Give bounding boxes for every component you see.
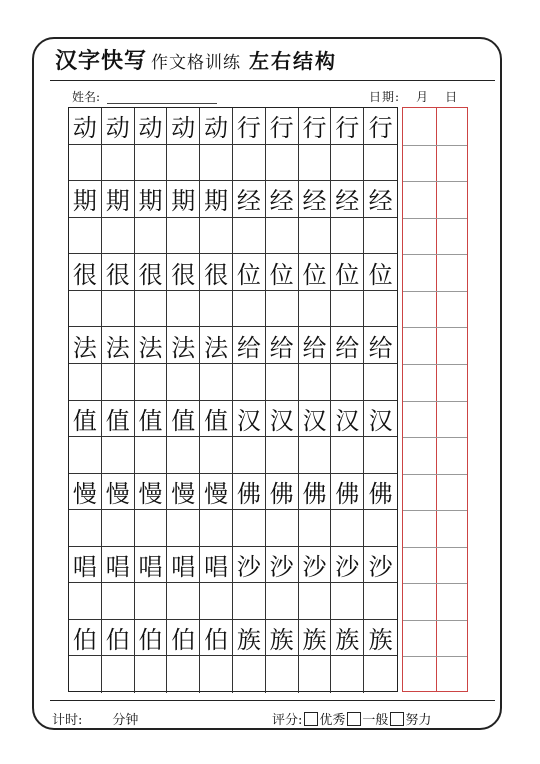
character-cell: 慢 [200,474,233,511]
blank-practice-row [69,437,397,474]
empty-cell[interactable] [233,145,266,182]
character-cell: 期 [200,181,233,218]
empty-cell[interactable] [69,656,102,693]
character-cell: 值 [200,401,233,438]
empty-cell[interactable] [200,656,233,693]
blank-practice-row [69,583,397,620]
character-cell: 给 [266,327,299,364]
character-cell: 动 [102,108,135,145]
character-cell: 值 [102,401,135,438]
empty-cell[interactable] [69,218,102,255]
character-cell: 族 [233,620,266,657]
empty-cell[interactable] [364,218,397,255]
empty-cell[interactable] [135,145,168,182]
character-cell: 期 [135,181,168,218]
empty-cell[interactable] [69,291,102,328]
character-cell: 很 [69,254,102,291]
character-cell: 伯 [102,620,135,657]
empty-cell[interactable] [135,291,168,328]
character-cell: 佛 [331,474,364,511]
empty-cell[interactable] [233,510,266,547]
rating-label: 评分: [272,713,303,728]
character-cell: 行 [364,108,397,145]
empty-cell[interactable] [135,583,168,620]
character-cell: 法 [167,327,200,364]
blank-practice-row [69,510,397,547]
blank-practice-row [69,291,397,328]
timer-label: 计时: [52,713,83,728]
character-cell: 给 [364,327,397,364]
character-cell: 唱 [167,547,200,584]
date-label: 日期: [369,90,401,104]
character-cell: 汉 [299,401,332,438]
character-cell: 沙 [266,547,299,584]
empty-cell[interactable] [233,291,266,328]
rating [272,709,431,728]
practice-row [69,547,397,584]
empty-cell[interactable] [200,583,233,620]
review-grid-line [403,401,467,402]
character-cell: 经 [331,181,364,218]
character-cell: 行 [299,108,332,145]
character-cell: 伯 [69,620,102,657]
timer [52,709,138,728]
practice-row [69,474,397,511]
empty-cell[interactable] [69,583,102,620]
review-grid-line [403,364,467,365]
empty-cell[interactable] [102,145,135,182]
empty-cell[interactable] [135,218,168,255]
empty-cell[interactable] [364,510,397,547]
rating-checkbox-effort[interactable] [390,712,404,726]
rating-checkbox-excellent[interactable] [304,712,318,726]
review-grid-line [403,437,467,438]
character-cell: 汉 [233,401,266,438]
character-cell: 经 [299,181,332,218]
character-cell: 很 [200,254,233,291]
character-cell: 唱 [135,547,168,584]
empty-cell[interactable] [135,510,168,547]
character-cell: 佛 [299,474,332,511]
empty-cell[interactable] [299,656,332,693]
empty-cell[interactable] [102,510,135,547]
rating-option-effort: 努力 [405,713,432,728]
character-cell: 沙 [233,547,266,584]
empty-cell[interactable] [167,364,200,401]
empty-cell[interactable] [135,656,168,693]
empty-cell[interactable] [299,583,332,620]
character-cell: 唱 [69,547,102,584]
character-cell: 位 [299,254,332,291]
month-label: 月 [416,90,430,104]
empty-cell[interactable] [200,145,233,182]
character-cell: 伯 [200,620,233,657]
empty-cell[interactable] [266,510,299,547]
empty-cell[interactable] [233,364,266,401]
empty-cell[interactable] [200,364,233,401]
empty-cell[interactable] [233,218,266,255]
blank-practice-row [69,656,397,693]
empty-cell[interactable] [233,656,266,693]
character-cell: 族 [299,620,332,657]
character-cell: 慢 [135,474,168,511]
empty-cell[interactable] [331,145,364,182]
character-cell: 佛 [233,474,266,511]
empty-cell[interactable] [233,437,266,474]
character-cell: 唱 [200,547,233,584]
character-cell: 给 [331,327,364,364]
character-cell: 唱 [102,547,135,584]
empty-cell[interactable] [233,583,266,620]
name-label: 姓名: [72,90,101,104]
empty-cell[interactable] [299,291,332,328]
character-cell: 期 [167,181,200,218]
review-grid-line [403,327,467,328]
empty-cell[interactable] [266,218,299,255]
empty-cell[interactable] [299,218,332,255]
review-grid-divider [436,108,437,691]
empty-cell[interactable] [200,291,233,328]
empty-cell[interactable] [167,656,200,693]
character-cell: 沙 [364,547,397,584]
character-cell: 给 [299,327,332,364]
character-cell: 行 [233,108,266,145]
character-cell: 族 [331,620,364,657]
character-cell: 位 [364,254,397,291]
blank-practice-row [69,145,397,182]
empty-cell[interactable] [331,364,364,401]
practice-row [69,401,397,438]
character-cell: 值 [69,401,102,438]
review-grid-line [403,474,467,475]
character-cell: 慢 [102,474,135,511]
review-grid-line [403,620,467,621]
empty-cell[interactable] [266,145,299,182]
character-cell: 值 [167,401,200,438]
empty-cell[interactable] [69,510,102,547]
empty-cell[interactable] [331,656,364,693]
review-grid-line [403,510,467,511]
character-cell: 位 [266,254,299,291]
empty-cell[interactable] [299,437,332,474]
character-cell: 给 [233,327,266,364]
practice-row [69,108,397,145]
empty-cell[interactable] [200,510,233,547]
empty-cell[interactable] [331,218,364,255]
practice-row [69,327,397,364]
empty-cell[interactable] [200,218,233,255]
character-cell: 动 [200,108,233,145]
rating-option-excellent: 优秀 [319,713,346,728]
empty-cell[interactable] [364,291,397,328]
empty-cell[interactable] [364,145,397,182]
character-cell: 法 [69,327,102,364]
character-cell: 伯 [167,620,200,657]
character-cell: 很 [102,254,135,291]
character-cell: 法 [200,327,233,364]
character-cell: 族 [364,620,397,657]
review-grid-line [403,145,467,146]
empty-cell[interactable] [167,437,200,474]
empty-cell[interactable] [364,656,397,693]
character-cell: 经 [266,181,299,218]
character-cell: 经 [364,181,397,218]
review-grid-line [403,254,467,255]
empty-cell[interactable] [69,145,102,182]
empty-cell[interactable] [167,291,200,328]
character-cell: 汉 [364,401,397,438]
character-cell: 佛 [266,474,299,511]
character-cell: 法 [135,327,168,364]
empty-cell[interactable] [167,583,200,620]
character-cell: 位 [233,254,266,291]
date-field [369,88,458,105]
page-title [55,44,337,80]
character-cell: 伯 [135,620,168,657]
empty-cell[interactable] [69,364,102,401]
empty-cell[interactable] [135,437,168,474]
name-field[interactable] [107,103,217,104]
empty-cell[interactable] [102,291,135,328]
character-cell: 动 [135,108,168,145]
empty-cell[interactable] [102,364,135,401]
character-cell: 期 [69,181,102,218]
character-cell: 值 [135,401,168,438]
character-cell: 法 [102,327,135,364]
empty-cell[interactable] [200,437,233,474]
character-cell: 沙 [331,547,364,584]
empty-cell[interactable] [299,364,332,401]
empty-cell[interactable] [364,583,397,620]
empty-cell[interactable] [331,437,364,474]
empty-cell[interactable] [266,364,299,401]
empty-cell[interactable] [364,364,397,401]
character-cell: 慢 [69,474,102,511]
empty-cell[interactable] [364,437,397,474]
review-grid-line [403,218,467,219]
character-cell: 汉 [266,401,299,438]
review-grid-line [403,583,467,584]
review-grid-line [403,291,467,292]
practice-row [69,620,397,657]
empty-cell[interactable] [266,583,299,620]
timer-unit: 分钟 [112,713,139,728]
character-cell: 沙 [299,547,332,584]
review-grid-line [403,181,467,182]
character-cell: 期 [102,181,135,218]
empty-cell[interactable] [69,437,102,474]
character-cell: 动 [167,108,200,145]
empty-cell[interactable] [331,291,364,328]
empty-cell[interactable] [102,218,135,255]
empty-cell[interactable] [331,510,364,547]
empty-cell[interactable] [266,437,299,474]
practice-row [69,181,397,218]
character-cell: 佛 [364,474,397,511]
rating-checkbox-average[interactable] [347,712,361,726]
title-subtitle: 作文格训练 [151,53,242,73]
empty-cell[interactable] [102,437,135,474]
empty-cell[interactable] [102,656,135,693]
character-cell: 位 [331,254,364,291]
review-grid [402,107,468,692]
empty-cell[interactable] [102,583,135,620]
empty-cell[interactable] [167,218,200,255]
review-grid-line [403,547,467,548]
empty-cell[interactable] [167,510,200,547]
empty-cell[interactable] [299,145,332,182]
title-topic: 左右结构 [249,49,338,73]
character-cell: 经 [233,181,266,218]
character-cell: 汉 [331,401,364,438]
review-grid-line [403,656,467,657]
character-cell: 行 [266,108,299,145]
character-cell: 族 [266,620,299,657]
character-cell: 动 [69,108,102,145]
blank-practice-row [69,364,397,401]
character-cell: 很 [167,254,200,291]
empty-cell[interactable] [266,656,299,693]
rating-option-average: 一般 [362,713,389,728]
empty-cell[interactable] [167,145,200,182]
practice-grid [68,107,398,692]
empty-cell[interactable] [299,510,332,547]
character-cell: 行 [331,108,364,145]
empty-cell[interactable] [331,583,364,620]
empty-cell[interactable] [266,291,299,328]
empty-cell[interactable] [135,364,168,401]
character-cell: 很 [135,254,168,291]
footer-divider [50,700,495,701]
practice-row [69,254,397,291]
day-label: 日 [445,90,459,104]
title-divider [50,80,495,81]
character-cell: 慢 [167,474,200,511]
blank-practice-row [69,218,397,255]
title-main: 汉字快写 [55,49,148,74]
